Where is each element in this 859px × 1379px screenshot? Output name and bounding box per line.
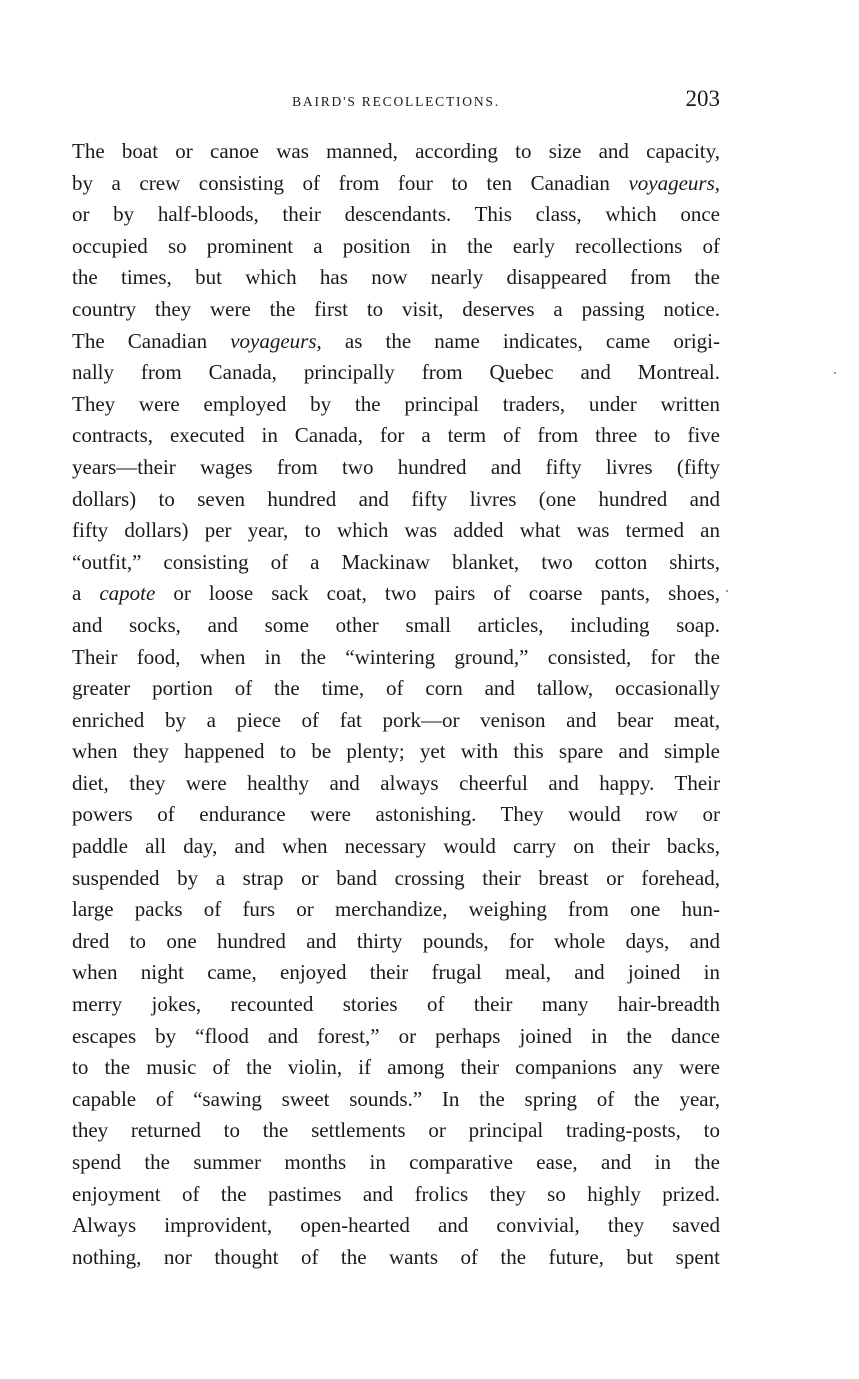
text-line: capable of “sawing sweet sounds.” In the spring of the year, bbox=[72, 1086, 720, 1111]
text-line: diet, they were healthy and always cheerful and happy. Their bbox=[72, 770, 720, 795]
text-line: powers of endurance were astonishing. They would row or bbox=[72, 802, 720, 827]
text-line: They were employed by the principal traders, under written bbox=[72, 391, 720, 416]
text-line: paddle all day, and when necessary would carry on their backs, bbox=[72, 834, 720, 859]
text-line: to the music of the violin, if among their companions any were bbox=[72, 1055, 720, 1080]
paper-speck bbox=[834, 372, 836, 374]
text-line: merry jokes, recounted stories of their many hair-breadth bbox=[72, 992, 720, 1017]
body-text bbox=[72, 136, 720, 1273]
text-line: nally from Canada, principally from Quebec and Montreal. bbox=[72, 360, 720, 385]
text-line: nothing, nor thought of the wants of the future, but spent bbox=[72, 1244, 720, 1269]
text-line: a capote or loose sack coat, two pairs of coarse pants, shoes, bbox=[72, 581, 720, 606]
text-line: “outfit,” consisting of a Mackinaw blanket, two cotton shirts, bbox=[72, 549, 720, 574]
text-line: The boat or canoe was manned, according to size and capacity, bbox=[72, 139, 720, 163]
text-line: they returned to the settlements or principal trading-posts, to bbox=[72, 1118, 720, 1143]
text-line: or by half-bloods, their descendants. This class, which once bbox=[72, 202, 720, 227]
text-line: Their food, when in the “wintering ground,” consisted, for the bbox=[72, 644, 720, 669]
text-line: fifty dollars) per year, to which was added what was termed an bbox=[72, 518, 720, 543]
text-line: enjoyment of the pastimes and frolics they so highly prized. bbox=[72, 1181, 720, 1206]
text-line: suspended by a strap or band crossing their breast or forehead, bbox=[72, 865, 720, 890]
text-line: occupied so prominent a position in the early recollections of bbox=[72, 233, 720, 258]
text-line: the times, but which has now nearly disappeared from the bbox=[72, 265, 720, 290]
text-line: enriched by a piece of fat pork—or venison and bear meat, bbox=[72, 707, 720, 732]
text-line: when night came, enjoyed their frugal meal, and joined in bbox=[72, 960, 720, 985]
text-line: by a crew consisting of from four to ten Canadian voyageurs, bbox=[72, 170, 720, 195]
text-line: large packs of furs or merchandize, weighing from one hun- bbox=[72, 897, 720, 922]
text-line: when they happened to be plenty; yet with this spare and simple bbox=[72, 739, 720, 764]
text-line: dollars) to seven hundred and fifty livres (one hundred and bbox=[72, 486, 720, 511]
text-line: contracts, executed in Canada, for a term of from three to five bbox=[72, 423, 720, 448]
page-number: 203 bbox=[685, 86, 720, 111]
text-line: escapes by “flood and forest,” or perhaps joined in the dance bbox=[72, 1023, 720, 1048]
text-line: Always improvident, open-hearted and convivial, they saved bbox=[72, 1213, 720, 1238]
text-line: dred to one hundred and thirty pounds, for whole days, and bbox=[72, 928, 720, 953]
text-line: The Canadian voyageurs, as the name indicates, came origi- bbox=[72, 328, 721, 353]
text-line: greater portion of the time, of corn and tallow, occasionally bbox=[72, 676, 720, 701]
text-line: years—their wages from two hundred and fifty livres (fifty bbox=[72, 454, 720, 479]
text-line: spend the summer months in comparative ease, and in the bbox=[72, 1150, 720, 1174]
text-line: and socks, and some other small articles, including soap. bbox=[72, 612, 720, 637]
paper-speck bbox=[726, 590, 728, 592]
running-head bbox=[72, 84, 720, 120]
text-line: country they were the first to visit, deserves a passing notice. bbox=[72, 296, 720, 321]
running-title: BAIRD'S RECOLLECTIONS. bbox=[292, 94, 500, 109]
